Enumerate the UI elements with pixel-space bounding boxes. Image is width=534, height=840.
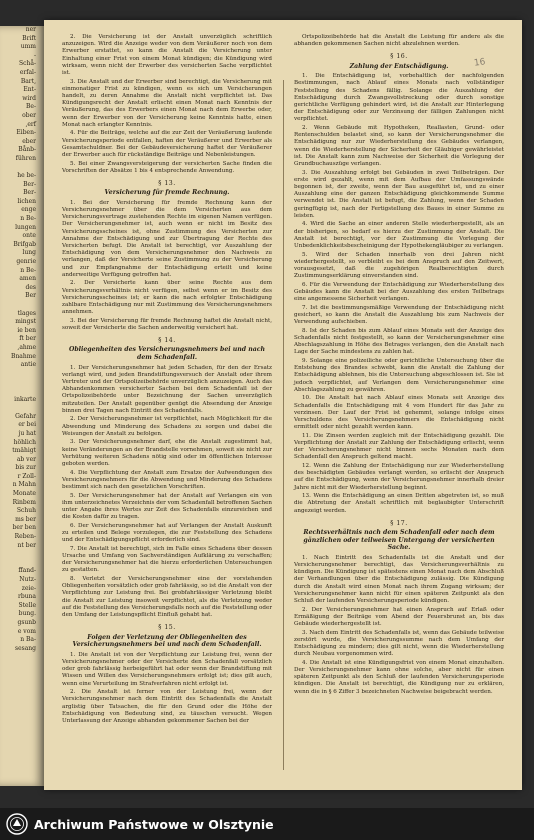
paragraph: 2. Der Versicherte kann über seine Rechte aus dem Versicherungsverhältnis nicht verfügen, selbst wenn er im Besitz des Versicherungsscheines ist; er kann die nach erfolgter Entschädigung zahlbare Entschädigung nur mit Zustimmung des Versicherungsnehmers annehmen. <box>62 280 272 316</box>
margin-fragment: Bnahme <box>11 352 36 360</box>
margin-fragment <box>0 378 44 387</box>
paragraph: 3. Nach dem Eintritt des Schadenfalls ist, wenn das Gebäude teilweise zerstört wurde, die Versicherungssumme nach dem Umfang der Entschädigung zu mindern; dies gilt nicht, wenn die Wiederherstellung durch Neubau vorgenommen wird. <box>294 629 504 658</box>
margin-fragment <box>0 387 44 396</box>
section-heading: Zahlung der Entschädigung. <box>349 62 449 70</box>
margin-fragment: Reben- <box>14 533 36 541</box>
margin-fragment: Brift <box>22 34 36 42</box>
margin-fragment: Bånb- <box>18 146 36 154</box>
paragraph: 5. Der Versicherungsnehmer hat der Anstalt auf Verlangen ein von ihm unterzeichnetes Verzeichnis der vom Schadenfall betroffenen Sachen unter Angabe ihres Wertes zur Zeit des Schadenfalls einzureichen und die Kosten dafür zu tragen. <box>62 492 272 521</box>
margin-fragment: eber <box>22 137 36 145</box>
margin-fragment: führen <box>15 154 36 162</box>
margin-fragment <box>0 550 44 559</box>
left-column <box>62 34 272 727</box>
paragraph: 5. Wird der Schaden innerhalb von drei Jahren nicht wiederhergestellt, so verbleibt es bei dem Anspruch auf den Zeitwert, vorausgesetzt, daß die zugehörigen Realberechtigten durch Zustimmungserklärung einverstanden sind. <box>294 251 504 280</box>
margin-fragment: tlages <box>17 309 36 317</box>
margin-fragment: Ent- <box>23 86 36 94</box>
paragraph: 2. Die Versicherung ist der Anstalt unverzüglich schriftlich anzuzeigen. Wird die Anzeige weder von dem Veräußerer noch von dem Erwerber erstattet, so kann die Anstalt die Versicherung unter Einhaltung einer Frist von einem Monat kündigen; die Kündigung wird wirksam, wenn nicht der Erwerber des versicherten Sache verpflichtet ist. <box>62 34 272 77</box>
paragraph: 12. Wenn die Zahlung der Entschädigung nur zur Wiederherstellung des beschädigten Gebäudes verlangt werden, so erlischt der Anspruch auf die Entschädigung, wenn der Versicherungsnehmer innerhalb dreier Jahre nicht mit der Wiederherstellung beginnt. <box>294 463 504 491</box>
margin-fragment: ner <box>25 26 36 33</box>
margin-fragment: Stelle <box>18 601 36 609</box>
paragraph: 2. Die Anstalt ist ferner von der Leistung frei, wenn der Versicherungsnehmer nach dem Eintritt des Schadenfalls die Anstalt arglistig über Tatsachen, die für den Grund oder die Höhe der Entschädigung von Bedeutung sind, zu täuschen versucht. Wegen Unterlassung der Anzeige abhanden gekommener Sachen bei der <box>62 689 272 724</box>
margin-fragment: ft ber <box>19 335 36 343</box>
margin-fragment: ju hat <box>18 429 36 437</box>
paragraph: 6. Der Versicherungsnehmer hat auf Verlangen der Anstalt Auskunft zu erteilen und Belege vorzulegen, die zur Feststellung des Schadens und der Entschädigungspflicht erforderlich sind. <box>62 522 272 544</box>
previous-page-edge <box>0 26 44 786</box>
margin-fragment: genrie <box>16 258 36 266</box>
margin-fragment: zeie- <box>21 584 36 592</box>
margin-fragment <box>0 370 44 379</box>
margin-fragment: e vom <box>17 627 36 635</box>
paragraph: 3. Bei der Versicherung für fremde Rechnung haftet die Anstalt nicht, soweit der Versicherte die Sachen anderweitig versichert hat. <box>62 317 272 332</box>
paragraph: 3. Die Auszahlung erfolgt bei Gebäuden in zwei Teilbeträgen. Der erste wird gezahlt, wenn mit dem Aufbau der Umfassungswände begonnen ist, der zweite, wenn der Bau ausgeführt ist, und zu einer Auszahlung eine der ganzen Entschädigung gleichkommende Summe verwendet ist. Die Anstalt ist befugt, die Zahlung, wenn der Schaden geringfügig ist, nach der Fertigstellung des Baues in einer Summe zu leisten. <box>294 169 504 219</box>
margin-fragment <box>0 559 44 568</box>
archive-seal-icon <box>6 813 28 835</box>
margin-fragment: ,ahme <box>17 343 36 351</box>
margin-fragment: wird <box>22 94 36 102</box>
margin-fragment: ab ver <box>16 455 36 463</box>
paragraph: 4. Die Verpflichtung der Anstalt zum Ersatze der Aufwendungen des Versicherungsnehmers für die Abwendung und Minderung des Schadens bestimmt sich nach den gesetzlichen Vorschriften. <box>62 469 272 491</box>
margin-fragment: ffand- <box>18 567 36 575</box>
section-heading: Folgen der Verletzung der Obliegenheiten des Versicherungsnehmers bei und nach dem Schadenfall. <box>72 633 262 649</box>
margin-fragment: Be- <box>26 103 36 111</box>
margin-fragment: n Mahn <box>12 481 36 489</box>
margin-fragment: umm <box>20 43 36 51</box>
section-number: § 15. <box>158 624 176 632</box>
paragraph: 11. Die Zinsen werden zugleich mit der Entschädigung gezahlt. Die Verpflichtung der Anstalt zur Zahlung der Entschädigung erlischt, wenn der Versicherungsnehmer nicht binnen sechs Monaten nach dem Schadenfall den Anspruch geltend macht. <box>294 432 504 461</box>
margin-fragment: mingst <box>15 318 36 326</box>
margin-fragment: rbuna <box>17 593 36 601</box>
margin-fragment: Gefahr <box>15 412 36 420</box>
margin-fragment: Brifgab <box>13 240 36 248</box>
margin-fragment: n Be- <box>20 215 36 223</box>
margin-fragment <box>0 301 44 310</box>
margin-fragment: nt ber <box>17 541 36 549</box>
margin-fragment: Ber <box>25 292 36 300</box>
margin-fragment: Nutz- <box>19 576 36 583</box>
margin-fragment: erfal- <box>19 68 36 76</box>
pencil-annotation: 16 <box>473 57 487 69</box>
paragraph: 5. Bei einer Zwangsversteigerung der versicherten Sache finden die Vorschriften der Absätze 1 bis 4 entsprechende Anwendung. <box>62 160 272 174</box>
margin-fragment: - <box>33 51 36 59</box>
archive-name: Archiwum Państwowe w Olsztynie <box>34 816 274 832</box>
margin-fragment: Rinbem <box>12 498 36 506</box>
margin-fragment: bung. <box>18 610 36 618</box>
document-page <box>44 20 522 790</box>
margin-fragment: er bei <box>18 421 36 429</box>
margin-fragment <box>0 404 44 413</box>
margin-fragment: Schå- <box>19 60 36 68</box>
archive-footer <box>0 808 534 840</box>
margin-fragment: höhlich <box>13 438 36 446</box>
margin-fragment: Ber- <box>23 189 36 197</box>
margin-fragment: bis zur <box>15 464 36 472</box>
margin-fragment: ms ber <box>15 515 36 523</box>
paragraph: 3. Der Versicherungsnehmer darf, ehe die Anstalt zugestimmt hat, keine Veränderungen an der Brandstelle vornehmen, soweit sie nicht zur Verhütung weiteren Schadens nötig sind oder im öffentlichen Interesse geboten werden. <box>62 439 272 468</box>
section-heading: Rechtsverhältnis nach dem Schadenfall oder nach dem gänzlichen oder teilweisen Untergang der versicherten Sache. <box>303 529 495 552</box>
margin-fragment: lung <box>22 249 36 257</box>
margin-fragment: onte <box>22 232 36 240</box>
paragraph: 2. Der Versicherungsnehmer ist verpflichtet, nach Möglichkeit für die Abwendung und Minderung des Schadens zu sorgen und dabei die Weisungen der Anstalt zu befolgen. <box>62 416 272 437</box>
margin-fragment: ober <box>22 111 36 119</box>
paragraph: 2. Der Versicherungsnehmer hat einen Anspruch auf Erlaß oder Ermäßigung der Beiträge vom Abend der Feuersbrunst an, bis das Gebäude wiederhergestellt ist. <box>294 606 504 628</box>
margin-fragment: amen <box>19 275 36 283</box>
margin-fragment: lichen <box>17 197 36 205</box>
margin-fragment: ber ben <box>12 524 36 532</box>
column-divider <box>283 80 284 770</box>
paragraph: 10. Die Anstalt hat nach Ablauf eines Monats seit Anzeige des Schadenfalls die Entschädigung mit 4 vom Hundert für das Jahr zu verzinsen. Der Lauf der Frist ist gehemmt, solange infolge eines Verschuldens des Versicherungsnehmers die Entschädigung nicht ermittelt oder nicht gezahlt werden kann. <box>294 395 504 431</box>
paragraph: 1. Bei der Versicherung für fremde Rechnung kann der Versicherungsnehmer über die dem Versicherten aus dem Versicherungsvertrage zustehenden Rechte im eigenen Namen verfügen. Der Versicherungsnehmer ist, auch wenn er nicht im Besitz des Versicherungsscheines ist, ohne Zustimmung des Versicherten zur Annahme der Entschädigung und zur Übertragung der Rechte des Versicherten befugt. Die Anstalt ist berechtigt, vor Auszahlung der Entschädigung von dem Versicherungsnehmer den Nachweis zu verlangen, daß der Versicherte seine Zustimmung zu der Versicherung und zur Empfangnahme der Entschädigung erteilt und keine anderweitige Verfügung getroffen hat. <box>62 199 272 278</box>
margin-fragment: inkarte <box>14 395 36 403</box>
margin-fragment: Bart, <box>20 77 36 85</box>
paragraph: 1. Der Versicherungsnehmer hat jeden Schaden, für den der Ersatz verlangt wird, und jeden Brandstiftungsversuch der Anstalt oder ihrem Vertreter und der Ortspolizeibehörde unverzüglich anzuzeigen. Auch das Abhandenkommen versicherter Sachen bei dem Schadenfall ist der Ortspolizeibehörde unter Bezeichnung der Sachen unverzüglich mitzuteilen. Der Anstalt gegenüber genügt die Absendung der Anzeige binnen drei Tagen nach Eintritt des Schadenfalls. <box>62 364 272 414</box>
paragraph: 7. Ist die bestimmungsmäßige Verwendung der Entschädigung nicht gesichert, so kann die Anstalt die Auszahlung bis zum Nachweis der Verwendung aufschieben. <box>294 304 504 326</box>
margin-fragment: he be- <box>17 172 36 180</box>
paragraph: 13. Wenn die Entschädigung an einen Dritten abgetreten ist, so muß die Abtretung der Anstalt schriftlich mit beglaubigter Unterschrift angezeigt werden. <box>294 493 504 514</box>
paragraph: 8. Verletzt der Versicherungsnehmer eine der vorstehenden Obliegenheiten vorsätzlich oder grob fahrlässig, so ist die Anstalt von der Verpflichtung zur Leistung frei. Bei grobfahrlässiger Verletzung bleibt die Anstalt zur Leistung insoweit verpflichtet, als die Verletzung weder auf die Feststellung des Versicherungsfalls noch auf die Feststellung oder den Umfang der Leistungspflicht Einfluß gehabt hat. <box>62 576 272 619</box>
paragraph: 4. Wird die Sache an einer anderen Stelle wiederhergestellt, als an der bisherigen, so bedarf es hierzu der Zustimmung der Anstalt. Die Anstalt ist berechtigt, vor der Zustimmung die Vorlegung der Unbedenklichkeitsbescheinigung der Hypothekengläubiger zu verlangen. <box>294 221 504 250</box>
margin-fragment: gsunb <box>17 618 36 626</box>
margin-fragment: Schuh <box>16 507 36 515</box>
margin-fragment: Eiben- <box>16 129 36 137</box>
section-number: § 13. <box>158 180 176 188</box>
paragraph: Ortspolizeibehörde hat die Anstalt die Leistung für andere als die abhanden gekommenen Sachen nicht abzulehnen werden. <box>294 34 504 48</box>
margin-fragment: antie <box>20 361 36 369</box>
margin-fragment: sesang <box>15 644 36 652</box>
margin-fragment: tmähigt <box>12 447 36 455</box>
paragraph: 1. Nach Eintritt des Schadenfalls ist die Anstalt und der Versicherungsnehmer berechtigt, das Versicherungsverhältnis zu kündigen. Die Kündigung ist spätestens einen Monat nach dem Abschluß der Verhandlungen über die Entschädigung zulässig. Die Kündigung durch die Anstalt wird einen Monat nach ihrem Zugang wirksam; der Versicherungsnehmer kann nicht für einen späteren Zeitpunkt als den Schluß der laufenden Versicherungsperiode kündigen. <box>294 554 504 605</box>
margin-fragment: enge <box>21 206 36 214</box>
margin-fragment: r Zoll- <box>17 472 36 480</box>
margin-fragment: ,erf <box>25 120 36 128</box>
paragraph: 4. Für die Beiträge, welche auf die zur Zeit der Veräußerung laufende Versicherungsperiode entfallen, haften der Veräußerer und Erwerber als Gesamtschuldner. Bei der Gebäudeversicherung haftet der Veräußerer der Erwerber auch für rückständige Beiträge und Nebenleistungen. <box>62 130 272 159</box>
section-heading: Versicherung für fremde Rechnung. <box>104 189 230 197</box>
paragraph: 2. Wenn Gebäude mit Hypotheken, Reallasten, Grund- oder Rentenschulden belastet sind, so kann der Versicherungsnehmer die Entschädigung nur zur Wiederherstellung des Gebäudes verlangen, wenn die Wiederherstellung der Sicherheit der Gläubiger gewährleistet ist. Die Anstalt kann zum Nachweise der Sicherheit die Vorlegung der Grundbuchauszüge verlangen. <box>294 125 504 168</box>
section-number: § 14. <box>158 337 176 345</box>
paragraph: 3. Die Anstalt und der Erwerber sind berechtigt, die Versicherung mit einmonatiger Frist zu kündigen, wenn es sich um Versicherungen handelt, zu deren Annahme die Anstalt nicht verpflichtet ist. Das Kündigungsrecht der Anstalt erlischt einen Monat nach Kenntnis der Veräußerung, das des Erwerbers einen Monat nach dem Erwerbe oder, wenn der Erwerber von der Versicherung keine Kenntnis hatte, einen Monat nach erlangter Kenntnis. <box>62 78 272 128</box>
margin-fragment: des <box>25 283 36 291</box>
section-heading: Obliegenheiten des Versicherungsnehmers bei und nach dem Schadenfall. <box>68 346 266 362</box>
margin-fragment: n Be- <box>20 266 36 274</box>
margin-fragment: Monate <box>12 490 36 498</box>
margin-fragment: ie ben <box>17 326 36 334</box>
right-column <box>294 34 504 697</box>
paragraph: 7. Die Anstalt ist berechtigt, sich im Falle eines Schadens über dessen Ursache und Umfang von Sachverständigen Aufklärung zu verschaffen; der Versicherungsnehmer hat die hierzu erforderlichen Untersuchungen zu gestatten. <box>62 545 272 574</box>
paragraph: 4. Die Anstalt ist eine Kündigungsfrist von einem Monat einzuhalten. Der Versicherungsnehmer kann ohne solche, aber nicht für einen späteren Zeitpunkt als den Schluß der laufenden Versicherungsperiode kündigen. Die Anstalt ist berechtigt, die Kündigung nur zu erklären, wenn die in § 6 Ziffer 3 bezeichneten Nachweise beigebracht werden. <box>294 659 504 695</box>
paragraph: 8. Ist der Schaden bis zum Ablauf eines Monats seit der Anzeige des Schadenfalls nicht festgestellt, so kann der Versicherungsnehmer eine Abschlagszahlung in Höhe des Betrages verlangen, den die Anstalt nach Lage der Sache mindestens zu zahlen hat. <box>294 327 504 356</box>
margin-fragment <box>0 164 44 173</box>
margin-fragment: lungen <box>15 223 36 231</box>
section-number: § 17. <box>390 519 408 527</box>
paragraph: 9. Solange eine polizeiliche oder gerichtliche Untersuchung über die Entstehung des Brandes schwebt, kann die Anstalt die Zahlung der Entschädigung ablehnen, bis die Untersuchung abgeschlossen ist. Sie ist jedoch verpflichtet, auf Verlangen dem Versicherungsnehmer eine Abschlagszahlung zu gewähren. <box>294 358 504 393</box>
paragraph: 1. Die Anstalt ist von der Verpflichtung zur Leistung frei, wenn der Versicherungsnehmer oder der Versicherte den Schadenfall vorsätzlich oder grob fahrlässig herbeigeführt hat oder wenn der Brandstiftung mit Wissen und Willen des Versicherungsnehmers erfolgt ist; dies gilt auch, wenn eine Verurteilung im Strafverfahren nicht erfolgt ist. <box>62 651 272 687</box>
paragraph: 6. Für die Verwendung der Entschädigung zur Wiederherstellung des Gebäudes kann die Anstalt bei der Auszahlung des ersten Teilbetrags eine angemessene Sicherheit verlangen. <box>294 281 504 303</box>
margin-fragment: n Ba- <box>20 636 36 644</box>
paragraph: 1. Die Entschädigung ist, vorbehaltlich der nachfolgenden Bestimmungen, nach Ablauf eines Monats nach vollständiger Feststellung des Schadens fällig. Solange die Auszahlung der Entschädigung durch Zwangsvollstreckung oder durch sonstige gerichtliche Verfügung gehindert wird, ist die Anstalt zur Hinterlegung der Entschädigung oder zur Verzinsung der fälligen Zahlungen nicht verpflichtet. <box>294 73 504 123</box>
section-number: § 16. <box>390 53 408 61</box>
margin-fragment: Ber- <box>23 180 36 188</box>
